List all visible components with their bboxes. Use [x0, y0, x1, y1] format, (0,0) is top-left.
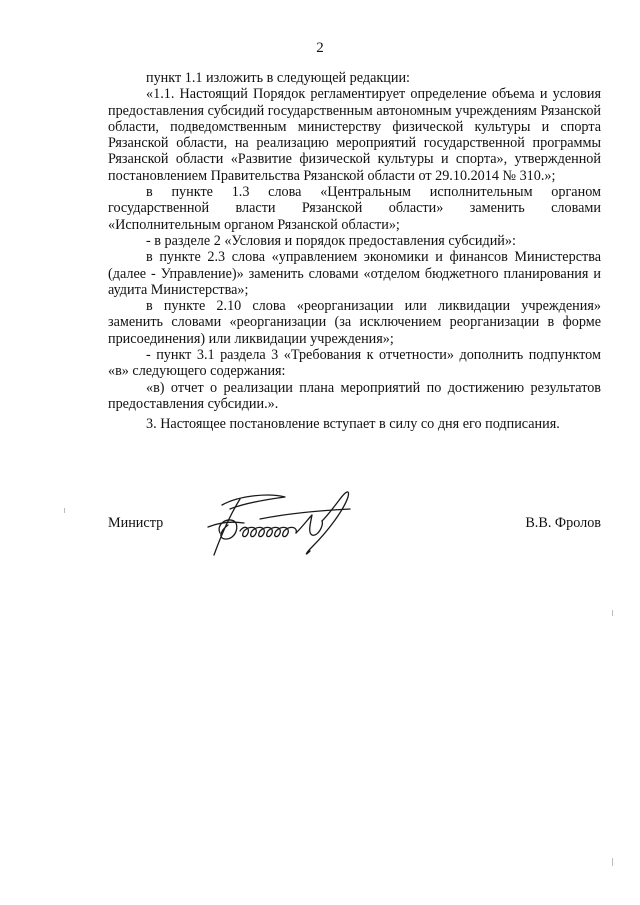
paragraph-4: - в разделе 2 «Условия и порядок предоставления субсидий»:	[146, 232, 516, 249]
document-body	[108, 70, 601, 433]
paragraph-1: пункт 1.1 изложить в следующей редакции:	[146, 70, 410, 86]
paragraph-2: «1.1. Настоящий Порядок регламентирует определение объема и условия предоставления субсидий государственным автономным учреждениям Рязанской области, подведомственным министерству физической культуры и спорта Рязанской области, на реализацию мероприятий государственной программы Рязанской области «Развитие физической культуры и спорта», утвержденной постановлением Правительства Рязанской области от 29.10.2014 № 310.»;	[108, 86, 601, 184]
scan-speck	[64, 508, 65, 513]
paragraph-3: в пункте 1.3 слова «Центральным исполнительным органом государственной власти Рязанской области» заменить словами «Исполнительным органом Рязанской области»;	[108, 184, 601, 233]
page-number: 2	[316, 40, 324, 56]
signature-block	[108, 505, 601, 565]
position-title: Министр	[108, 515, 164, 531]
handwritten-signature	[200, 485, 375, 565]
paragraph-6: в пункте 2.10 слова «реорганизации или ликвидации учреждения» заменить словами «реорганизации (за исключением реорганизации в форме присоединения) или ликвидации учреждения»;	[108, 298, 601, 347]
paragraph-7: - пункт 3.1 раздела 3 «Требования к отчетности» дополнить подпунктом «в» следующего содержания:	[108, 347, 601, 380]
paragraph-9: 3. Настоящее постановление вступает в силу со дня его подписания.	[146, 416, 560, 433]
scan-speck	[612, 858, 613, 866]
signer-name: В.В. Фролов	[525, 515, 601, 531]
scan-speck	[612, 610, 613, 616]
paragraph-8: «в) отчет о реализации плана мероприятий по достижению результатов предоставления субсидии.».	[108, 379, 601, 412]
paragraph-5: в пункте 2.3 слова «управлением экономики и финансов Министерства (далее - Управление)» заменить словами «отделом бюджетного планирования и аудита Министерства»;	[108, 249, 601, 298]
